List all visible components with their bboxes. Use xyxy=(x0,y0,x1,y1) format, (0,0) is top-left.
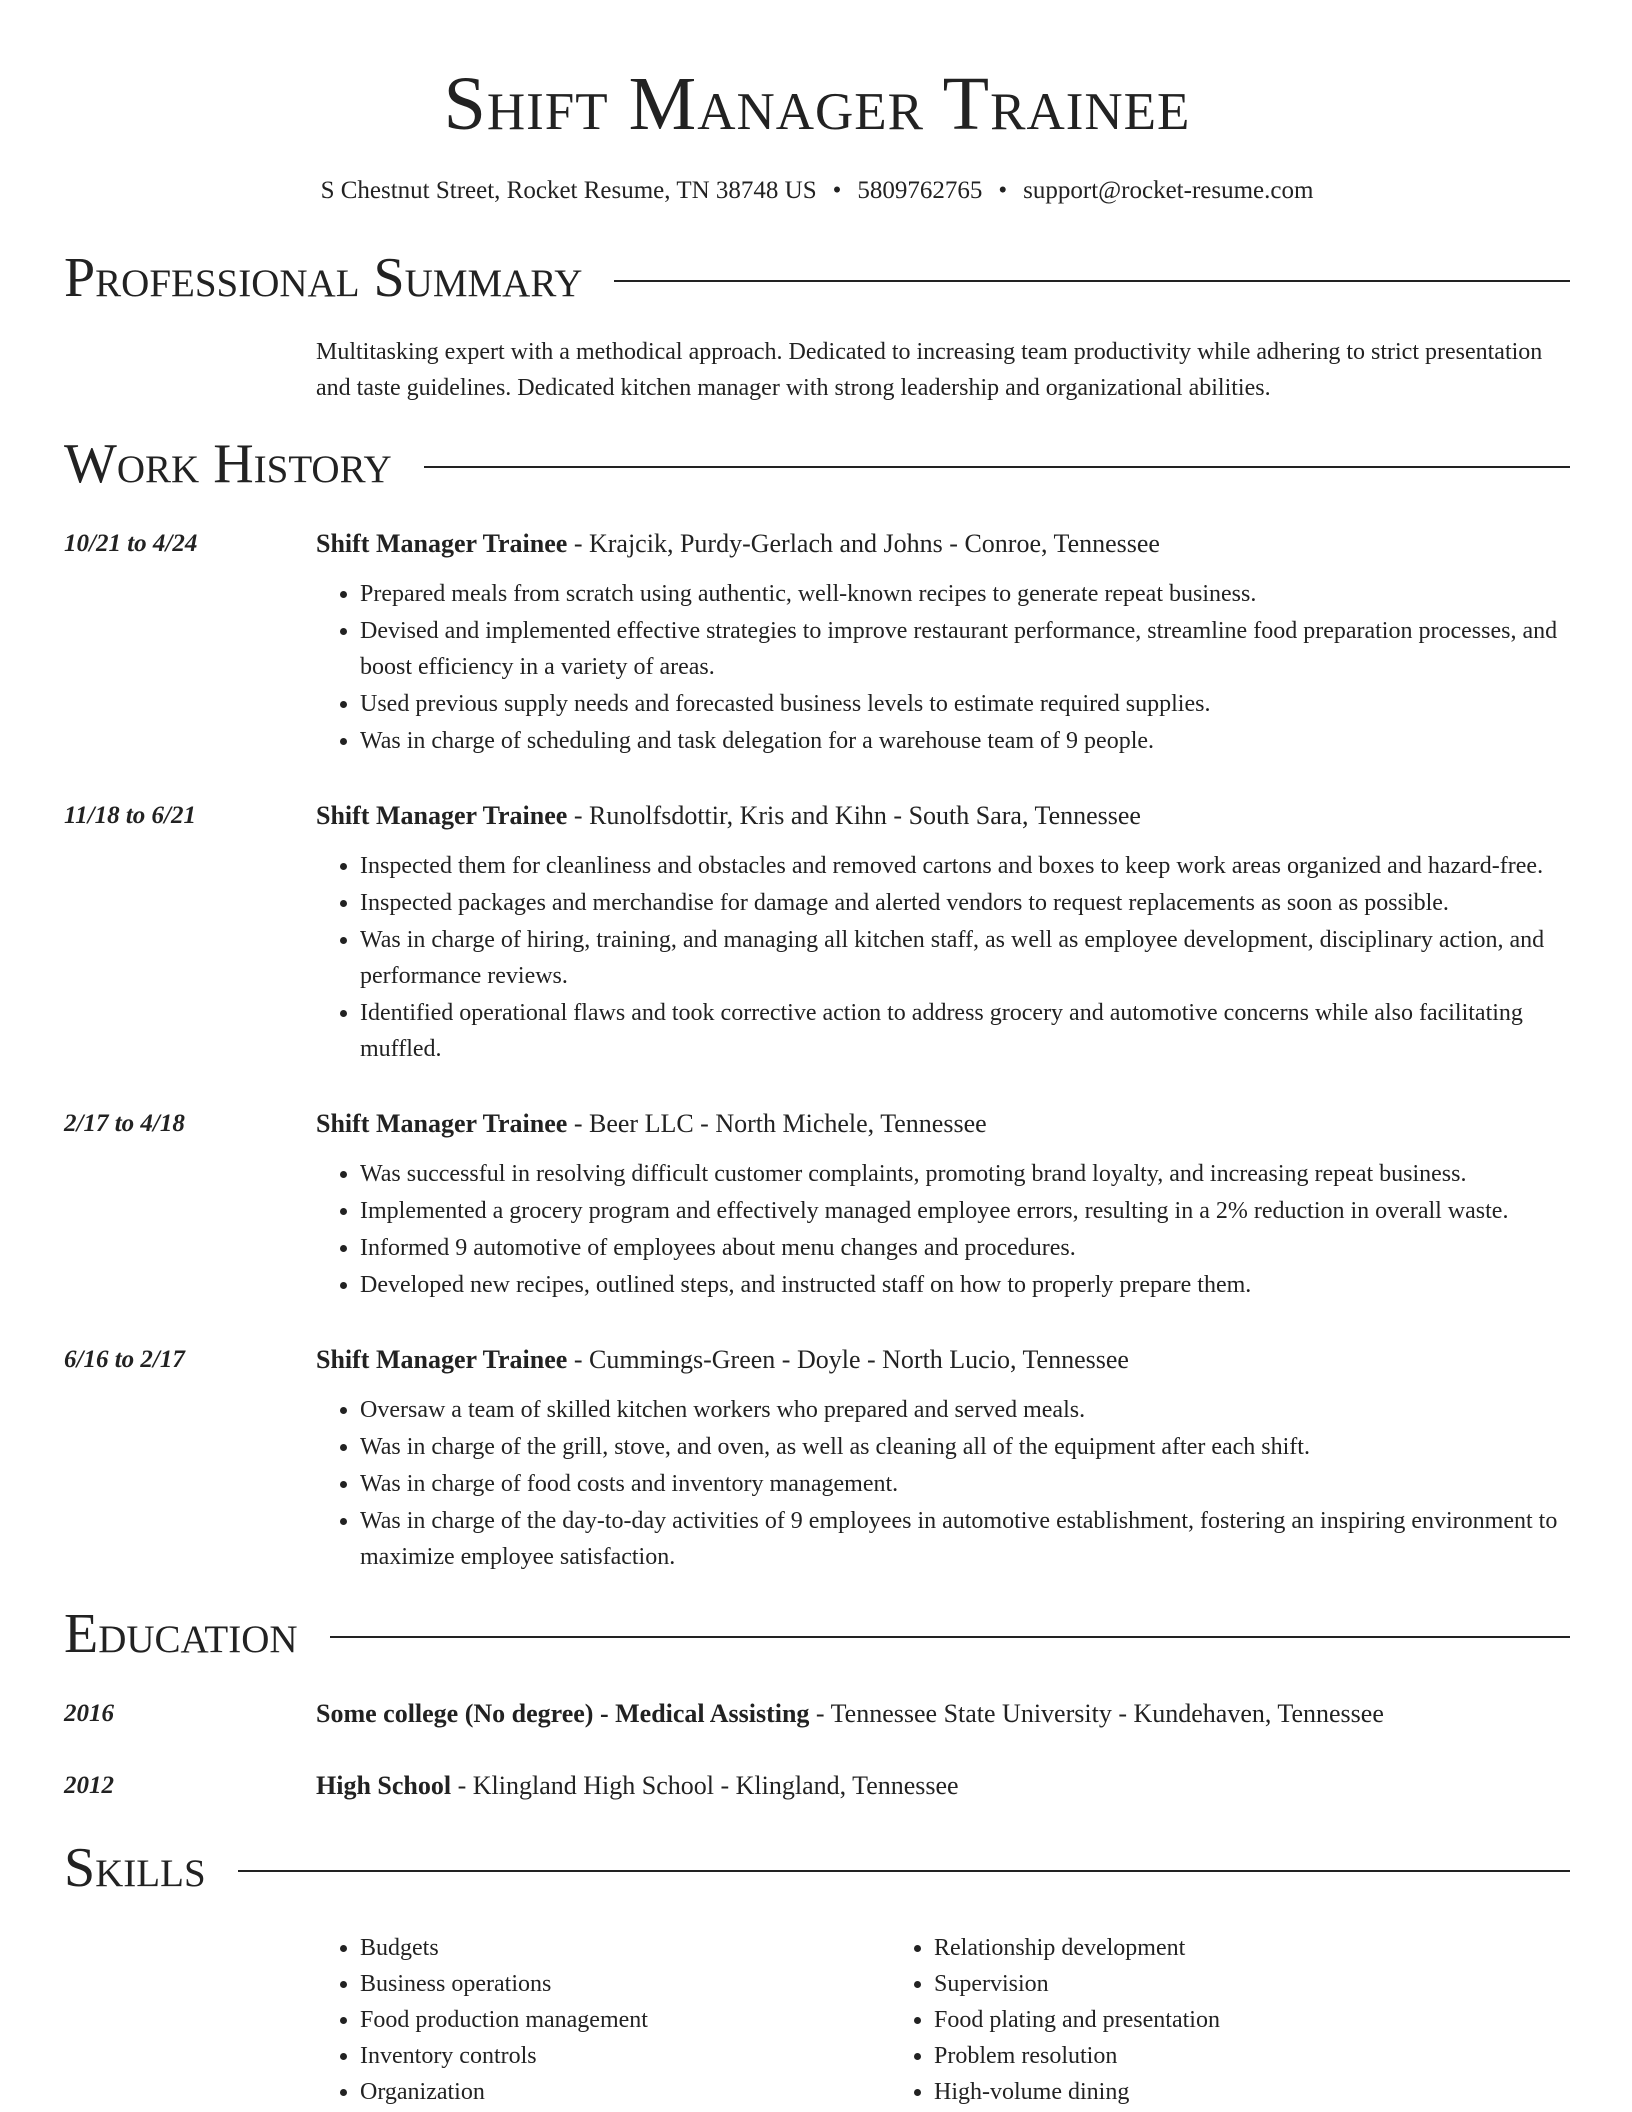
job-title-line xyxy=(316,526,1570,562)
job-details: - Krajcik, Purdy-Gerlach and Johns - Conroe, Tennessee xyxy=(567,529,1160,558)
education-entry xyxy=(64,1696,1570,1732)
separator-dot: • xyxy=(832,177,842,204)
section-title-summary: Professional Summary xyxy=(64,247,583,309)
job-body xyxy=(316,798,1570,1068)
skills-section-header xyxy=(64,1837,1570,1899)
section-divider xyxy=(424,466,1570,468)
education-details: - Tennessee State University - Kundehaven, Tennessee xyxy=(809,1699,1384,1728)
work-section-header xyxy=(64,433,1570,495)
job-dates: 2/17 to 4/18 xyxy=(64,1110,185,1137)
education-year: 2016 xyxy=(64,1700,114,1727)
section-title-skills: Skills xyxy=(64,1837,206,1899)
job-title-line xyxy=(316,1106,1570,1142)
job-entry xyxy=(64,526,1570,760)
job-body xyxy=(316,526,1570,760)
skill-item: • High-volume dining xyxy=(934,2074,1464,2110)
job-bullet: • Was successful in resolving difficult customer complaints, promoting brand loyalty, and increasing repeat business. xyxy=(360,1156,1570,1192)
job-role: Shift Manager Trainee xyxy=(316,529,568,558)
education-year: 2012 xyxy=(64,1772,114,1799)
job-dates: 10/21 to 4/24 xyxy=(64,530,198,557)
skill-item: • Supervision xyxy=(934,1966,1464,2002)
job-details: - Cummings-Green - Doyle - North Lucio, Tennessee xyxy=(567,1345,1129,1374)
summary-section-header xyxy=(64,247,1570,309)
skills-list xyxy=(316,1930,1570,2110)
skill-item: • Inventory controls xyxy=(360,2038,890,2074)
education-title-line xyxy=(316,1696,1570,1732)
job-details: - Runolfsdottir, Kris and Kihn - South Sara, Tennessee xyxy=(567,801,1141,830)
job-bullet: • Informed 9 automotive of employees about menu changes and procedures. xyxy=(360,1230,1570,1266)
job-bullet: • Inspected packages and merchandise for damage and alerted vendors to request replacements as soon as possible. xyxy=(360,885,1570,921)
education-details: - Klingland High School - Klingland, Tennessee xyxy=(451,1771,959,1800)
job-entry xyxy=(64,798,1570,1068)
education-section-header xyxy=(64,1603,1570,1665)
skills-column-right xyxy=(890,1930,1464,2110)
skill-item: • Food plating and presentation xyxy=(934,2002,1464,2038)
job-bullet: • Identified operational flaws and took corrective action to address grocery and automotive concerns while also facilitating muffled. xyxy=(360,995,1570,1067)
job-bullet: • Was in charge of the day-to-day activities of 9 employees in automotive establishment, fostering an inspiring environment to maximize employee satisfaction. xyxy=(360,1503,1570,1575)
job-entry xyxy=(64,1342,1570,1576)
education-body xyxy=(316,1768,1570,1804)
job-title-line xyxy=(316,798,1570,834)
job-details: - Beer LLC - North Michele, Tennessee xyxy=(567,1109,987,1138)
education-degree: Some college (No degree) - Medical Assisting xyxy=(316,1699,810,1728)
contact-line xyxy=(64,176,1570,206)
skill-item: • Budgets xyxy=(360,1930,890,1966)
job-bullet: • Was in charge of the grill, stove, and oven, as well as cleaning all of the equipment after each shift. xyxy=(360,1429,1570,1465)
job-role: Shift Manager Trainee xyxy=(316,801,568,830)
job-dates: 6/16 to 2/17 xyxy=(64,1346,185,1373)
job-dates: 11/18 to 6/21 xyxy=(64,802,196,829)
section-title-education: Education xyxy=(64,1603,298,1665)
job-role: Shift Manager Trainee xyxy=(316,1345,568,1374)
job-bullet: • Was in charge of food costs and inventory management. xyxy=(360,1466,1570,1502)
email: support@rocket-resume.com xyxy=(1023,177,1314,204)
job-bullets xyxy=(316,576,1570,759)
skill-item: • Relationship development xyxy=(934,1930,1464,1966)
job-bullet: • Inspected them for cleanliness and obstacles and removed cartons and boxes to keep work areas organized and hazard-free. xyxy=(360,848,1570,884)
education-degree: High School xyxy=(316,1771,452,1800)
job-bullets xyxy=(316,848,1570,1067)
address: S Chestnut Street, Rocket Resume, TN 38748 US xyxy=(320,177,817,204)
job-bullet: • Oversaw a team of skilled kitchen workers who prepared and served meals. xyxy=(360,1392,1570,1428)
job-title-line xyxy=(316,1342,1570,1378)
skill-item: • Food production management xyxy=(360,2002,890,2038)
job-role: Shift Manager Trainee xyxy=(316,1109,568,1138)
phone: 5809762765 xyxy=(857,177,983,204)
skill-item: • Organization xyxy=(360,2074,890,2110)
summary-text: Multitasking expert with a methodical approach. Dedicated to increasing team productivity while adhering to strict presentation and taste guidelines. Dedicated kitchen manager with strong leadership and organizational abilities. xyxy=(316,339,1543,401)
skill-item: • Problem resolution xyxy=(934,2038,1464,2074)
job-body xyxy=(316,1342,1570,1576)
job-bullets xyxy=(316,1156,1570,1303)
skill-item: • Business operations xyxy=(360,1966,890,2002)
education-body xyxy=(316,1696,1570,1732)
section-divider xyxy=(330,1636,1570,1638)
education-title-line xyxy=(316,1768,1570,1804)
job-bullet: • Was in charge of hiring, training, and managing all kitchen staff, as well as employee development, disciplinary action, and performance reviews. xyxy=(360,922,1570,994)
job-bullet: • Was in charge of scheduling and task delegation for a warehouse team of 9 people. xyxy=(360,723,1570,759)
job-body xyxy=(316,1106,1570,1304)
job-bullets xyxy=(316,1392,1570,1575)
candidate-name: Shift Manager Trainee xyxy=(443,62,1191,146)
section-title-work: Work History xyxy=(64,433,392,495)
job-bullet: • Used previous supply needs and forecasted business levels to estimate required supplies. xyxy=(360,686,1570,722)
section-divider xyxy=(238,1870,1570,1872)
work-history-section xyxy=(64,433,1570,1576)
separator-dot: • xyxy=(998,177,1008,204)
section-divider xyxy=(614,280,1570,282)
job-bullet: • Developed new recipes, outlined steps, and instructed staff on how to properly prepare them. xyxy=(360,1267,1570,1303)
education-entry xyxy=(64,1768,1570,1804)
job-bullet: • Implemented a grocery program and effectively managed employee errors, resulting in a 2% reduction in overall waste. xyxy=(360,1193,1570,1229)
job-entry xyxy=(64,1106,1570,1304)
job-bullet: • Prepared meals from scratch using authentic, well-known recipes to generate repeat business. xyxy=(360,576,1570,612)
skills-column-left xyxy=(316,1930,890,2110)
job-bullet: • Devised and implemented effective strategies to improve restaurant performance, streamline food preparation processes, and boost efficiency in a variety of areas. xyxy=(360,613,1570,685)
